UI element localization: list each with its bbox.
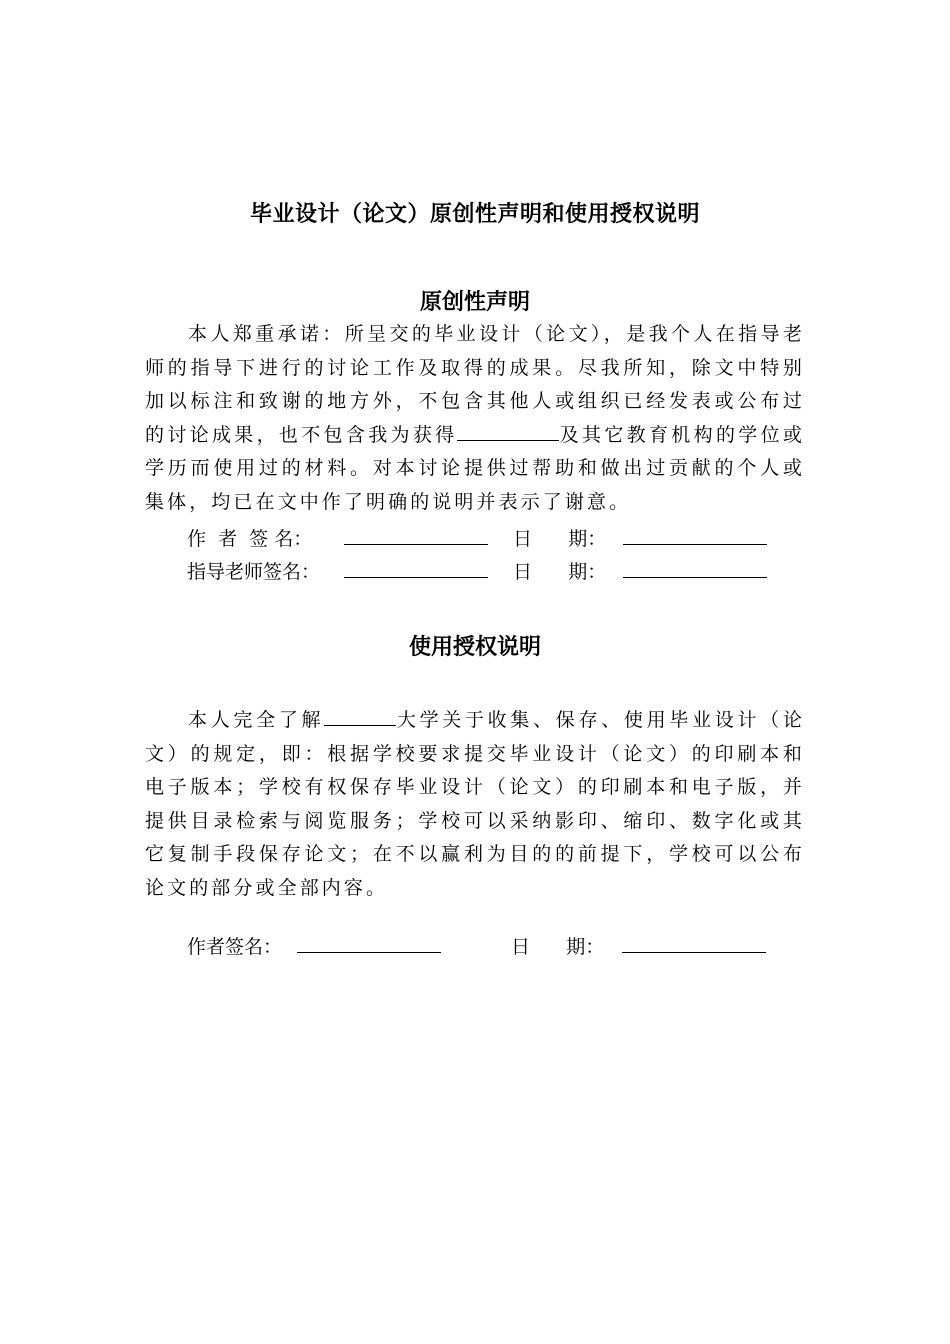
authorization-date-line[interactable] (622, 932, 766, 953)
originality-heading: 原创性声明 (419, 290, 530, 315)
advisor-sign-label: 指导老师签名： (187, 561, 321, 583)
author-signature-line[interactable] (344, 524, 488, 545)
authorization-paragraph (145, 704, 805, 905)
authorization-signature-line[interactable] (297, 932, 441, 953)
authorization-sign-label: 作者签名： (187, 936, 283, 958)
document-title: 毕业设计（论文）原创性声明和使用授权说明 (249, 202, 700, 227)
degree-blank-field[interactable] (457, 420, 559, 441)
authorization-heading: 使用授权说明 (408, 635, 541, 660)
university-blank-field[interactable] (324, 705, 396, 726)
advisor-date-label: 日 期： (513, 561, 607, 583)
advisor-date-line[interactable] (623, 557, 767, 578)
originality-text-part1: 本人郑重承诺：所呈交的毕业设计（论文），是我个人在指导老师的指导下进行的讨论工作及取得的成果。尽我所知，除文中特别加以标注和致谢的地方外，不包含其他人或组织已经发表或公布过的讨论成果，也不包含我为获得 (145, 323, 805, 446)
originality-paragraph (145, 318, 805, 519)
advisor-signature-line[interactable] (344, 557, 488, 578)
authorization-date-label: 日 期： (511, 936, 605, 958)
author-sign-label: 作 者 签 名： (187, 528, 313, 550)
originality-text-part2: 及其它教育机构的学位或学历而使用过的材料。对本讨论提供过帮助和做出过贡献的个人或集体，均已在文中作了明确的说明并表示了谢意。 (145, 423, 805, 513)
authorization-text-part2: 大学关于收集、保存、使用毕业设计（论文）的规定，即：根据学校要求提交毕业设计（论文）的印刷本和电子版本；学校有权保存毕业设计（论文）的印刷本和电子版，并提供目录检索与阅览服务；学校可以采纳影印、缩印、数字化或其它复制手段保存论文；在不以赢利为目的的前提下，学校可以公布论文的部分或全部内容。 (145, 709, 805, 899)
author-date-label: 日 期： (513, 528, 607, 550)
author-date-line[interactable] (623, 524, 767, 545)
authorization-text-part1: 本人完全了解 (188, 709, 325, 731)
